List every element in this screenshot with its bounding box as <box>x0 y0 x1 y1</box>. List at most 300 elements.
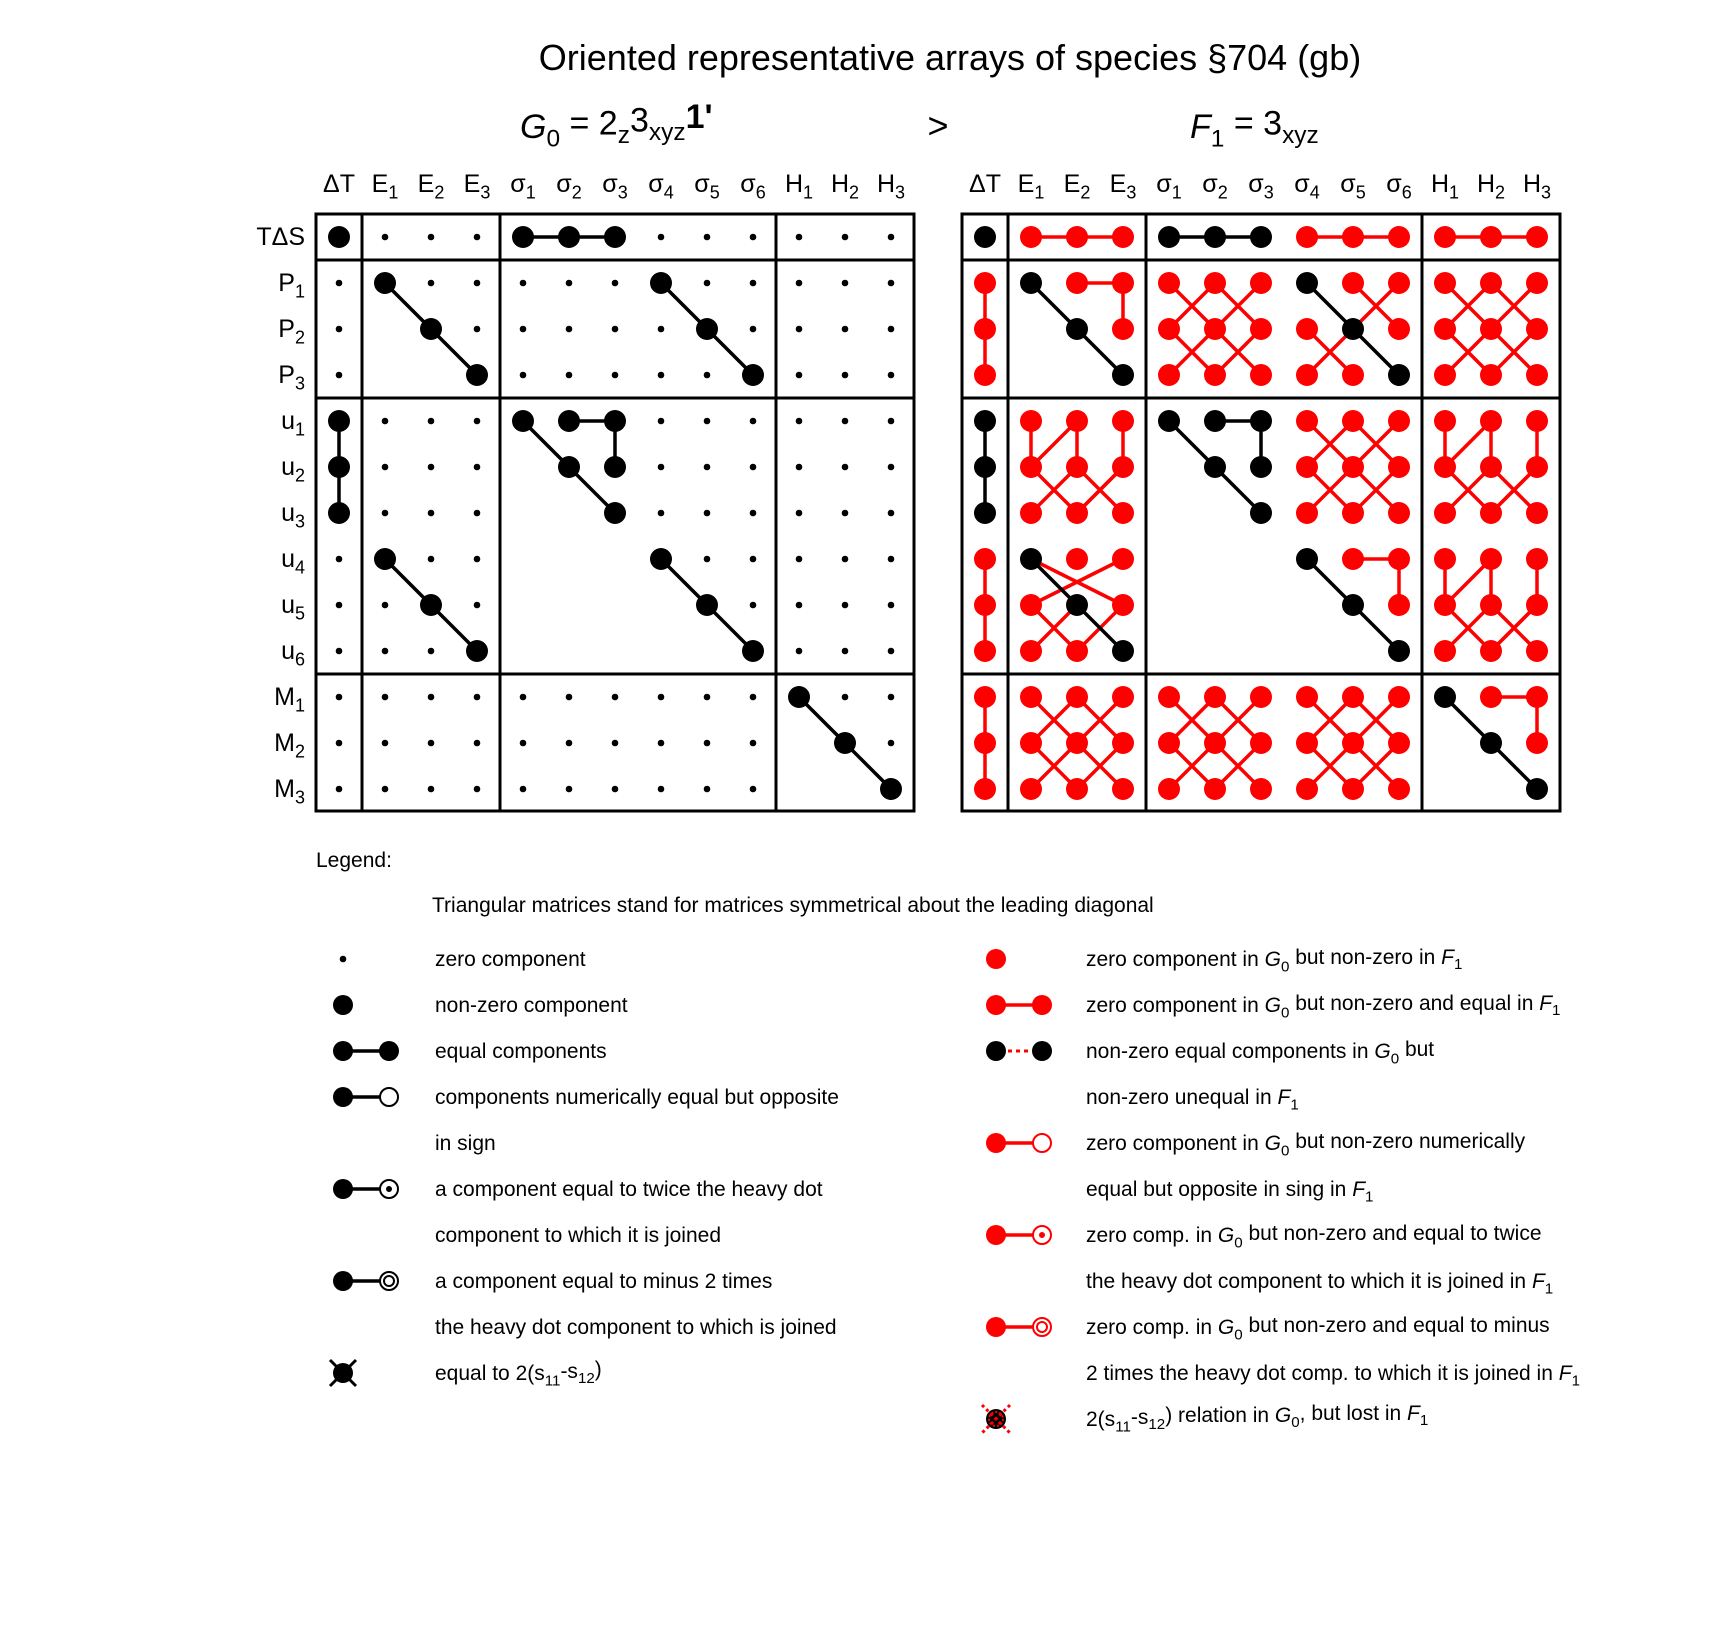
induced-component <box>1526 318 1548 340</box>
induced-component <box>1158 732 1180 754</box>
legend-text: components numerically equal but opposite <box>435 1086 839 1109</box>
column-header: $H_1$ <box>1430 170 1460 203</box>
nonzero-component <box>1342 318 1364 340</box>
legend-text: non-zero equal components in $G_0$ but <box>1086 1037 1435 1068</box>
nonzero-component <box>742 364 764 386</box>
zero-component <box>566 372 573 379</box>
induced-component <box>1526 502 1548 524</box>
nonzero-component <box>1434 686 1456 708</box>
induced-component <box>1204 686 1226 708</box>
zero-component <box>612 694 619 701</box>
induced-component <box>1066 778 1088 800</box>
induced-component <box>1250 778 1272 800</box>
induced-component <box>1158 364 1180 386</box>
induced-component <box>1388 502 1410 524</box>
induced-component <box>974 318 996 340</box>
zero-component <box>382 418 389 425</box>
zero-component <box>842 326 849 333</box>
induced-component <box>1066 272 1088 294</box>
zero-dot-icon <box>340 956 347 963</box>
induced-component <box>1020 778 1042 800</box>
red-twice-pair-icon <box>986 1225 1051 1245</box>
column-header: $E_2$ <box>1063 170 1091 203</box>
zero-component <box>658 234 665 241</box>
induced-component <box>1434 318 1456 340</box>
induced-component <box>1434 548 1456 570</box>
zero-component <box>842 694 849 701</box>
column-header: $\sigma_5$ <box>694 170 720 203</box>
nonzero-component <box>1204 456 1226 478</box>
nonzero-component <box>604 456 626 478</box>
induced-component <box>974 548 996 570</box>
zero-component <box>520 694 527 701</box>
induced-component <box>1388 272 1410 294</box>
induced-component <box>1388 732 1410 754</box>
zero-component <box>658 694 665 701</box>
nonzero-component <box>1066 594 1088 616</box>
induced-component <box>974 778 996 800</box>
zero-component <box>750 786 757 793</box>
induced-component <box>1158 686 1180 708</box>
zero-component <box>474 234 481 241</box>
zero-component <box>842 372 849 379</box>
zero-component <box>428 648 435 655</box>
zero-component <box>520 372 527 379</box>
induced-component <box>1480 502 1502 524</box>
zero-component <box>474 280 481 287</box>
row-header: $u_2$ <box>281 453 305 486</box>
induced-component <box>1388 410 1410 432</box>
zero-component <box>796 648 803 655</box>
induced-component <box>1342 686 1364 708</box>
zero-component <box>428 280 435 287</box>
nonzero-component <box>1342 594 1364 616</box>
zero-component <box>428 740 435 747</box>
nonzero-component <box>1388 364 1410 386</box>
column-header: $\sigma_2$ <box>556 170 582 203</box>
induced-component <box>1388 226 1410 248</box>
nonzero-component <box>328 456 350 478</box>
zero-component <box>612 372 619 379</box>
induced-component <box>1066 686 1088 708</box>
zero-component <box>704 372 711 379</box>
nonzero-component <box>696 318 718 340</box>
nonzero-component <box>1112 640 1134 662</box>
nonzero-component <box>1204 226 1226 248</box>
induced-component <box>1526 640 1548 662</box>
column-header: $\sigma_3$ <box>602 170 628 203</box>
zero-component <box>428 234 435 241</box>
nonzero-component <box>1250 226 1272 248</box>
column-header: $E_3$ <box>1109 170 1137 203</box>
zero-component <box>428 418 435 425</box>
nonzero-component <box>558 410 580 432</box>
zero-component <box>796 372 803 379</box>
legend-text: zero component in $G_0$ but non-zero and equal in $F_1$ <box>1086 991 1561 1022</box>
zero-component <box>336 648 343 655</box>
induced-component <box>1158 778 1180 800</box>
nonzero-component <box>466 640 488 662</box>
zero-component <box>796 280 803 287</box>
legend-text: the heavy dot component to which it is joined in $F_1$ <box>1086 1270 1554 1298</box>
column-header: $E_2$ <box>417 170 445 203</box>
row-header: $u_6$ <box>281 637 305 670</box>
column-header: $\sigma_4$ <box>1294 170 1320 203</box>
nonzero-component <box>1112 364 1134 386</box>
zero-component <box>796 326 803 333</box>
zero-component <box>428 556 435 563</box>
induced-component <box>1526 594 1548 616</box>
zero-component <box>704 740 711 747</box>
induced-component <box>1480 548 1502 570</box>
zero-component <box>382 234 389 241</box>
nonzero-component <box>696 594 718 616</box>
induced-component <box>1112 502 1134 524</box>
row-header: $P_1$ <box>278 269 305 302</box>
induced-component <box>1020 640 1042 662</box>
zero-component <box>612 740 619 747</box>
zero-component <box>888 280 895 287</box>
nonzero-component <box>1020 272 1042 294</box>
induced-component <box>974 640 996 662</box>
induced-component <box>1526 456 1548 478</box>
nonzero-component <box>328 502 350 524</box>
column-header: $\sigma_6$ <box>1386 170 1412 203</box>
column-header: $H_3$ <box>876 170 906 203</box>
induced-component <box>1342 364 1364 386</box>
zero-component <box>888 556 895 563</box>
zero-component <box>842 510 849 517</box>
row-header: TΔS <box>256 223 305 251</box>
column-header: $\sigma_1$ <box>510 170 536 203</box>
induced-component <box>1388 456 1410 478</box>
induced-component <box>1526 364 1548 386</box>
induced-component <box>1480 686 1502 708</box>
column-header: $E_1$ <box>371 170 399 203</box>
legend-text: zero comp. in $G_0$ but non-zero and equal to twice <box>1086 1221 1542 1252</box>
induced-component <box>1526 548 1548 570</box>
induced-component <box>1480 594 1502 616</box>
zero-component <box>336 740 343 747</box>
zero-component <box>520 740 527 747</box>
induced-component <box>1526 686 1548 708</box>
zero-component <box>842 602 849 609</box>
nonzero-component <box>466 364 488 386</box>
zero-component <box>566 280 573 287</box>
zero-component <box>658 372 665 379</box>
nonzero-component <box>604 410 626 432</box>
zero-component <box>658 418 665 425</box>
induced-component <box>1250 272 1272 294</box>
nonzero-component <box>742 640 764 662</box>
induced-component <box>1112 318 1134 340</box>
red-dot-icon <box>986 949 1006 969</box>
zero-component <box>474 786 481 793</box>
zero-component <box>428 786 435 793</box>
zero-component <box>750 234 757 241</box>
legend-heading: Legend: <box>316 849 392 872</box>
row-header: $M_1$ <box>274 683 305 716</box>
zero-component <box>382 786 389 793</box>
zero-component <box>704 510 711 517</box>
nonzero-component <box>1204 410 1226 432</box>
zero-component <box>474 556 481 563</box>
array-left <box>256 170 914 811</box>
zero-component <box>382 694 389 701</box>
induced-component <box>1112 272 1134 294</box>
induced-component <box>974 272 996 294</box>
nonzero-component <box>650 548 672 570</box>
column-header: $\sigma_6$ <box>740 170 766 203</box>
induced-component <box>1066 640 1088 662</box>
zero-component <box>796 464 803 471</box>
array-right <box>962 170 1560 811</box>
induced-component <box>1158 272 1180 294</box>
column-header: $E_1$ <box>1017 170 1045 203</box>
zero-component <box>704 464 711 471</box>
zero-component <box>520 280 527 287</box>
nonzero-component <box>512 226 534 248</box>
induced-component <box>1112 410 1134 432</box>
legend <box>316 849 1580 1435</box>
nonzero-component <box>1388 640 1410 662</box>
induced-component <box>1480 318 1502 340</box>
zero-component <box>750 556 757 563</box>
legend-note: Triangular matrices stand for matrices symmetrical about the leading diagonal <box>432 894 1154 917</box>
column-header: $H_2$ <box>1476 170 1506 203</box>
induced-component <box>1066 226 1088 248</box>
induced-component <box>1020 686 1042 708</box>
induced-component <box>1388 686 1410 708</box>
equal-pair-icon <box>333 1041 399 1061</box>
induced-component <box>1296 410 1318 432</box>
column-header: $\sigma_5$ <box>1340 170 1366 203</box>
legend-text: equal but opposite in sing in $F_1$ <box>1086 1178 1374 1206</box>
nonzero-component <box>1296 272 1318 294</box>
zero-component <box>336 372 343 379</box>
column-header: $\sigma_2$ <box>1202 170 1228 203</box>
nonzero-component <box>604 502 626 524</box>
induced-component <box>1342 226 1364 248</box>
group-label-right: $F_1 = 3_{xyz}$ <box>1190 104 1319 153</box>
induced-component <box>1388 594 1410 616</box>
zero-component <box>428 694 435 701</box>
induced-component <box>1480 410 1502 432</box>
induced-component <box>1388 318 1410 340</box>
column-header: $H_1$ <box>784 170 814 203</box>
zero-component <box>382 510 389 517</box>
induced-component <box>1342 548 1364 570</box>
induced-component <box>1020 410 1042 432</box>
zero-component <box>796 556 803 563</box>
row-header: $u_1$ <box>281 407 305 440</box>
lost-crossed-dot-icon <box>982 1405 1010 1433</box>
zero-component <box>658 464 665 471</box>
induced-component <box>1526 272 1548 294</box>
zero-component <box>612 326 619 333</box>
induced-component <box>1020 502 1042 524</box>
nonzero-component <box>420 318 442 340</box>
legend-text: zero component in $G_0$ but non-zero numerically <box>1086 1129 1526 1160</box>
induced-component <box>1342 502 1364 524</box>
opposite-pair-icon <box>333 1087 398 1107</box>
induced-component <box>1526 226 1548 248</box>
nonzero-component <box>880 778 902 800</box>
zero-component <box>888 234 895 241</box>
zero-component <box>336 280 343 287</box>
induced-component <box>1112 732 1134 754</box>
nonzero-component <box>558 226 580 248</box>
nonzero-component <box>788 686 810 708</box>
induced-component <box>1204 272 1226 294</box>
zero-component <box>842 556 849 563</box>
row-header: $M_2$ <box>274 729 305 762</box>
induced-component <box>1434 502 1456 524</box>
induced-component <box>1204 778 1226 800</box>
nonzero-component <box>1250 456 1272 478</box>
induced-component <box>1020 732 1042 754</box>
zero-component <box>566 786 573 793</box>
induced-component <box>974 686 996 708</box>
nonzero-component <box>328 226 350 248</box>
zero-component <box>750 602 757 609</box>
nonzero-component <box>1480 732 1502 754</box>
column-header: $\sigma_3$ <box>1248 170 1274 203</box>
legend-text: zero component <box>435 948 586 971</box>
nonzero-component <box>420 594 442 616</box>
nonzero-component <box>374 548 396 570</box>
red-minus-two-pair-icon <box>986 1317 1051 1337</box>
zero-component <box>704 280 711 287</box>
red-equal-pair-icon <box>986 995 1052 1015</box>
induced-component <box>1112 778 1134 800</box>
induced-component <box>1342 410 1364 432</box>
zero-component <box>428 464 435 471</box>
nonzero-component <box>1158 410 1180 432</box>
induced-component <box>1250 318 1272 340</box>
legend-text: zero component in $G_0$ but non-zero in $F_1$ <box>1086 945 1463 976</box>
induced-component <box>1296 226 1318 248</box>
zero-component <box>888 464 895 471</box>
zero-component <box>704 556 711 563</box>
induced-component <box>1480 640 1502 662</box>
induced-component <box>1112 456 1134 478</box>
nonzero-component <box>650 272 672 294</box>
zero-component <box>750 418 757 425</box>
zero-component <box>612 786 619 793</box>
induced-component <box>1388 778 1410 800</box>
induced-component <box>1250 686 1272 708</box>
induced-component <box>1250 732 1272 754</box>
row-header: $u_4$ <box>281 545 305 578</box>
zero-component <box>796 510 803 517</box>
legend-text: the heavy dot component to which is joined <box>435 1316 837 1339</box>
induced-component <box>1112 594 1134 616</box>
nonzero-component <box>974 502 996 524</box>
zero-component <box>336 786 343 793</box>
crossed-dot-icon <box>330 1360 356 1386</box>
zero-component <box>382 464 389 471</box>
zero-component <box>750 510 757 517</box>
legend-text: equal components <box>435 1040 607 1063</box>
induced-component <box>1434 364 1456 386</box>
induced-component <box>1296 686 1318 708</box>
induced-component <box>1112 686 1134 708</box>
zero-component <box>566 326 573 333</box>
zero-component <box>750 464 757 471</box>
induced-component <box>1480 226 1502 248</box>
group-label-left: $G_0 = 2_z3_{xyz}1'$ <box>520 98 713 153</box>
induced-component <box>1112 226 1134 248</box>
nonzero-component <box>1250 410 1272 432</box>
zero-component <box>474 602 481 609</box>
nonzero-component <box>1250 502 1272 524</box>
column-header: $\sigma_1$ <box>1156 170 1182 203</box>
induced-component <box>1066 456 1088 478</box>
zero-component <box>842 280 849 287</box>
zero-component <box>520 326 527 333</box>
zero-component <box>842 648 849 655</box>
zero-component <box>796 234 803 241</box>
nonzero-component <box>512 410 534 432</box>
zero-component <box>796 418 803 425</box>
induced-component <box>1342 272 1364 294</box>
induced-component <box>1480 456 1502 478</box>
legend-text: component to which it is joined <box>435 1224 721 1247</box>
zero-component <box>796 602 803 609</box>
minus-two-pair-icon <box>333 1271 398 1291</box>
zero-component <box>382 648 389 655</box>
induced-component <box>1250 364 1272 386</box>
zero-component <box>750 280 757 287</box>
zero-component <box>658 510 665 517</box>
induced-component <box>1434 410 1456 432</box>
legend-text: in sign <box>435 1132 496 1155</box>
zero-component <box>888 372 895 379</box>
induced-component <box>1020 456 1042 478</box>
nonzero-component <box>974 456 996 478</box>
zero-component <box>382 740 389 747</box>
column-header: ΔT <box>323 170 355 198</box>
zero-component <box>704 786 711 793</box>
legend-text: non-zero component <box>435 994 628 1017</box>
zero-component <box>842 464 849 471</box>
column-header: ΔT <box>969 170 1001 198</box>
induced-component <box>1204 364 1226 386</box>
nonzero-component <box>1296 548 1318 570</box>
zero-component <box>474 694 481 701</box>
induced-component <box>1434 594 1456 616</box>
zero-component <box>750 694 757 701</box>
induced-component <box>1480 272 1502 294</box>
zero-component <box>658 740 665 747</box>
zero-component <box>704 418 711 425</box>
induced-component <box>1342 778 1364 800</box>
twice-pair-icon <box>333 1179 398 1199</box>
induced-component <box>1342 456 1364 478</box>
induced-component <box>1020 226 1042 248</box>
zero-component <box>888 326 895 333</box>
induced-component <box>1296 456 1318 478</box>
nonzero-component <box>1526 778 1548 800</box>
induced-component <box>1434 456 1456 478</box>
induced-component <box>1158 318 1180 340</box>
induced-component <box>1066 410 1088 432</box>
column-header: $H_3$ <box>1522 170 1552 203</box>
induced-component <box>1296 732 1318 754</box>
zero-component <box>888 418 895 425</box>
heavy-dot-icon <box>333 995 353 1015</box>
